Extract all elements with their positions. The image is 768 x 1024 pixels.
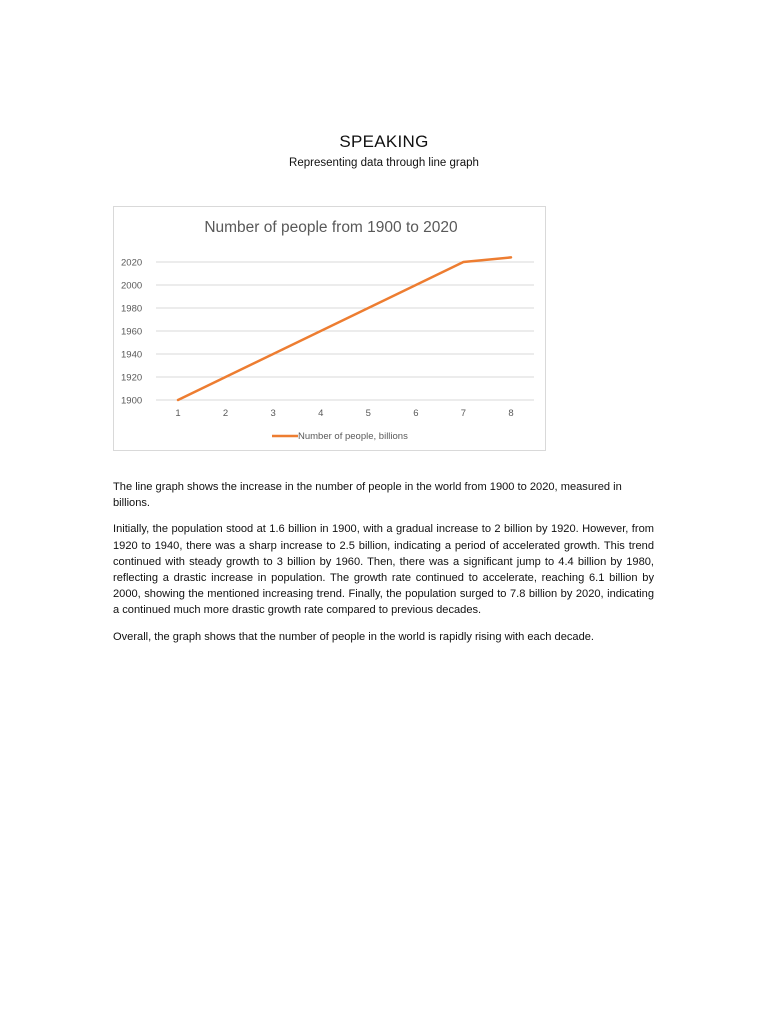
- y-tick-label: 2000: [121, 280, 143, 292]
- x-tick-label: 5: [365, 408, 371, 419]
- document-title: SPEAKING: [339, 132, 429, 151]
- x-tick-label: 1: [175, 408, 181, 419]
- legend-label: Number of people, billions: [298, 431, 408, 442]
- line-chart: [113, 206, 546, 451]
- series-line: [178, 257, 511, 400]
- x-tick-label: 8: [508, 408, 514, 419]
- y-tick-label: 2020: [121, 257, 143, 269]
- paragraph-details: Initially, the population stood at 1.6 billion in 1900, with a gradual increase to 2 billion by 1920. However, from 1920 to 1940, there was a sharp increase to 2.5 billion, indicating a period of accelerated growth. This trend continued with steady growth to 3 billion by 1960. Then, there was a significant jump to 4.4 billion by 1980, reflecting a drastic increase in population. The growth rate continued to accelerate, reaching 6.1 billion by 2000, showing the mentioned increasing trend. Finally, the population surged to 7.8 billion by 2020, indicating a continued much more drastic growth rate compared to previous decades.: [113, 523, 654, 617]
- y-tick-label: 1900: [121, 395, 143, 407]
- paragraph-overall: Overall, the graph shows that the number of people in the world is rapidly rising with each decade.: [113, 630, 594, 643]
- x-tick-label: 3: [270, 408, 276, 419]
- y-tick-label: 1980: [121, 303, 143, 315]
- y-tick-label: 1920: [121, 372, 143, 384]
- y-tick-label: 1960: [121, 326, 143, 338]
- line-chart-svg: [114, 207, 547, 452]
- body-text: [113, 479, 654, 655]
- x-tick-label: 6: [413, 408, 419, 419]
- document-subtitle: Representing data through line graph: [289, 157, 479, 169]
- paragraph-intro: The line graph shows the increase in the number of people in the world from 1900 to 2020, measured in billions.: [113, 481, 622, 510]
- x-tick-label: 7: [460, 408, 467, 419]
- chart-title: Number of people from 1900 to 2020: [204, 219, 458, 236]
- y-tick-label: 1940: [121, 349, 143, 361]
- x-tick-label: 4: [318, 408, 324, 419]
- x-tick-label: 2: [222, 408, 229, 419]
